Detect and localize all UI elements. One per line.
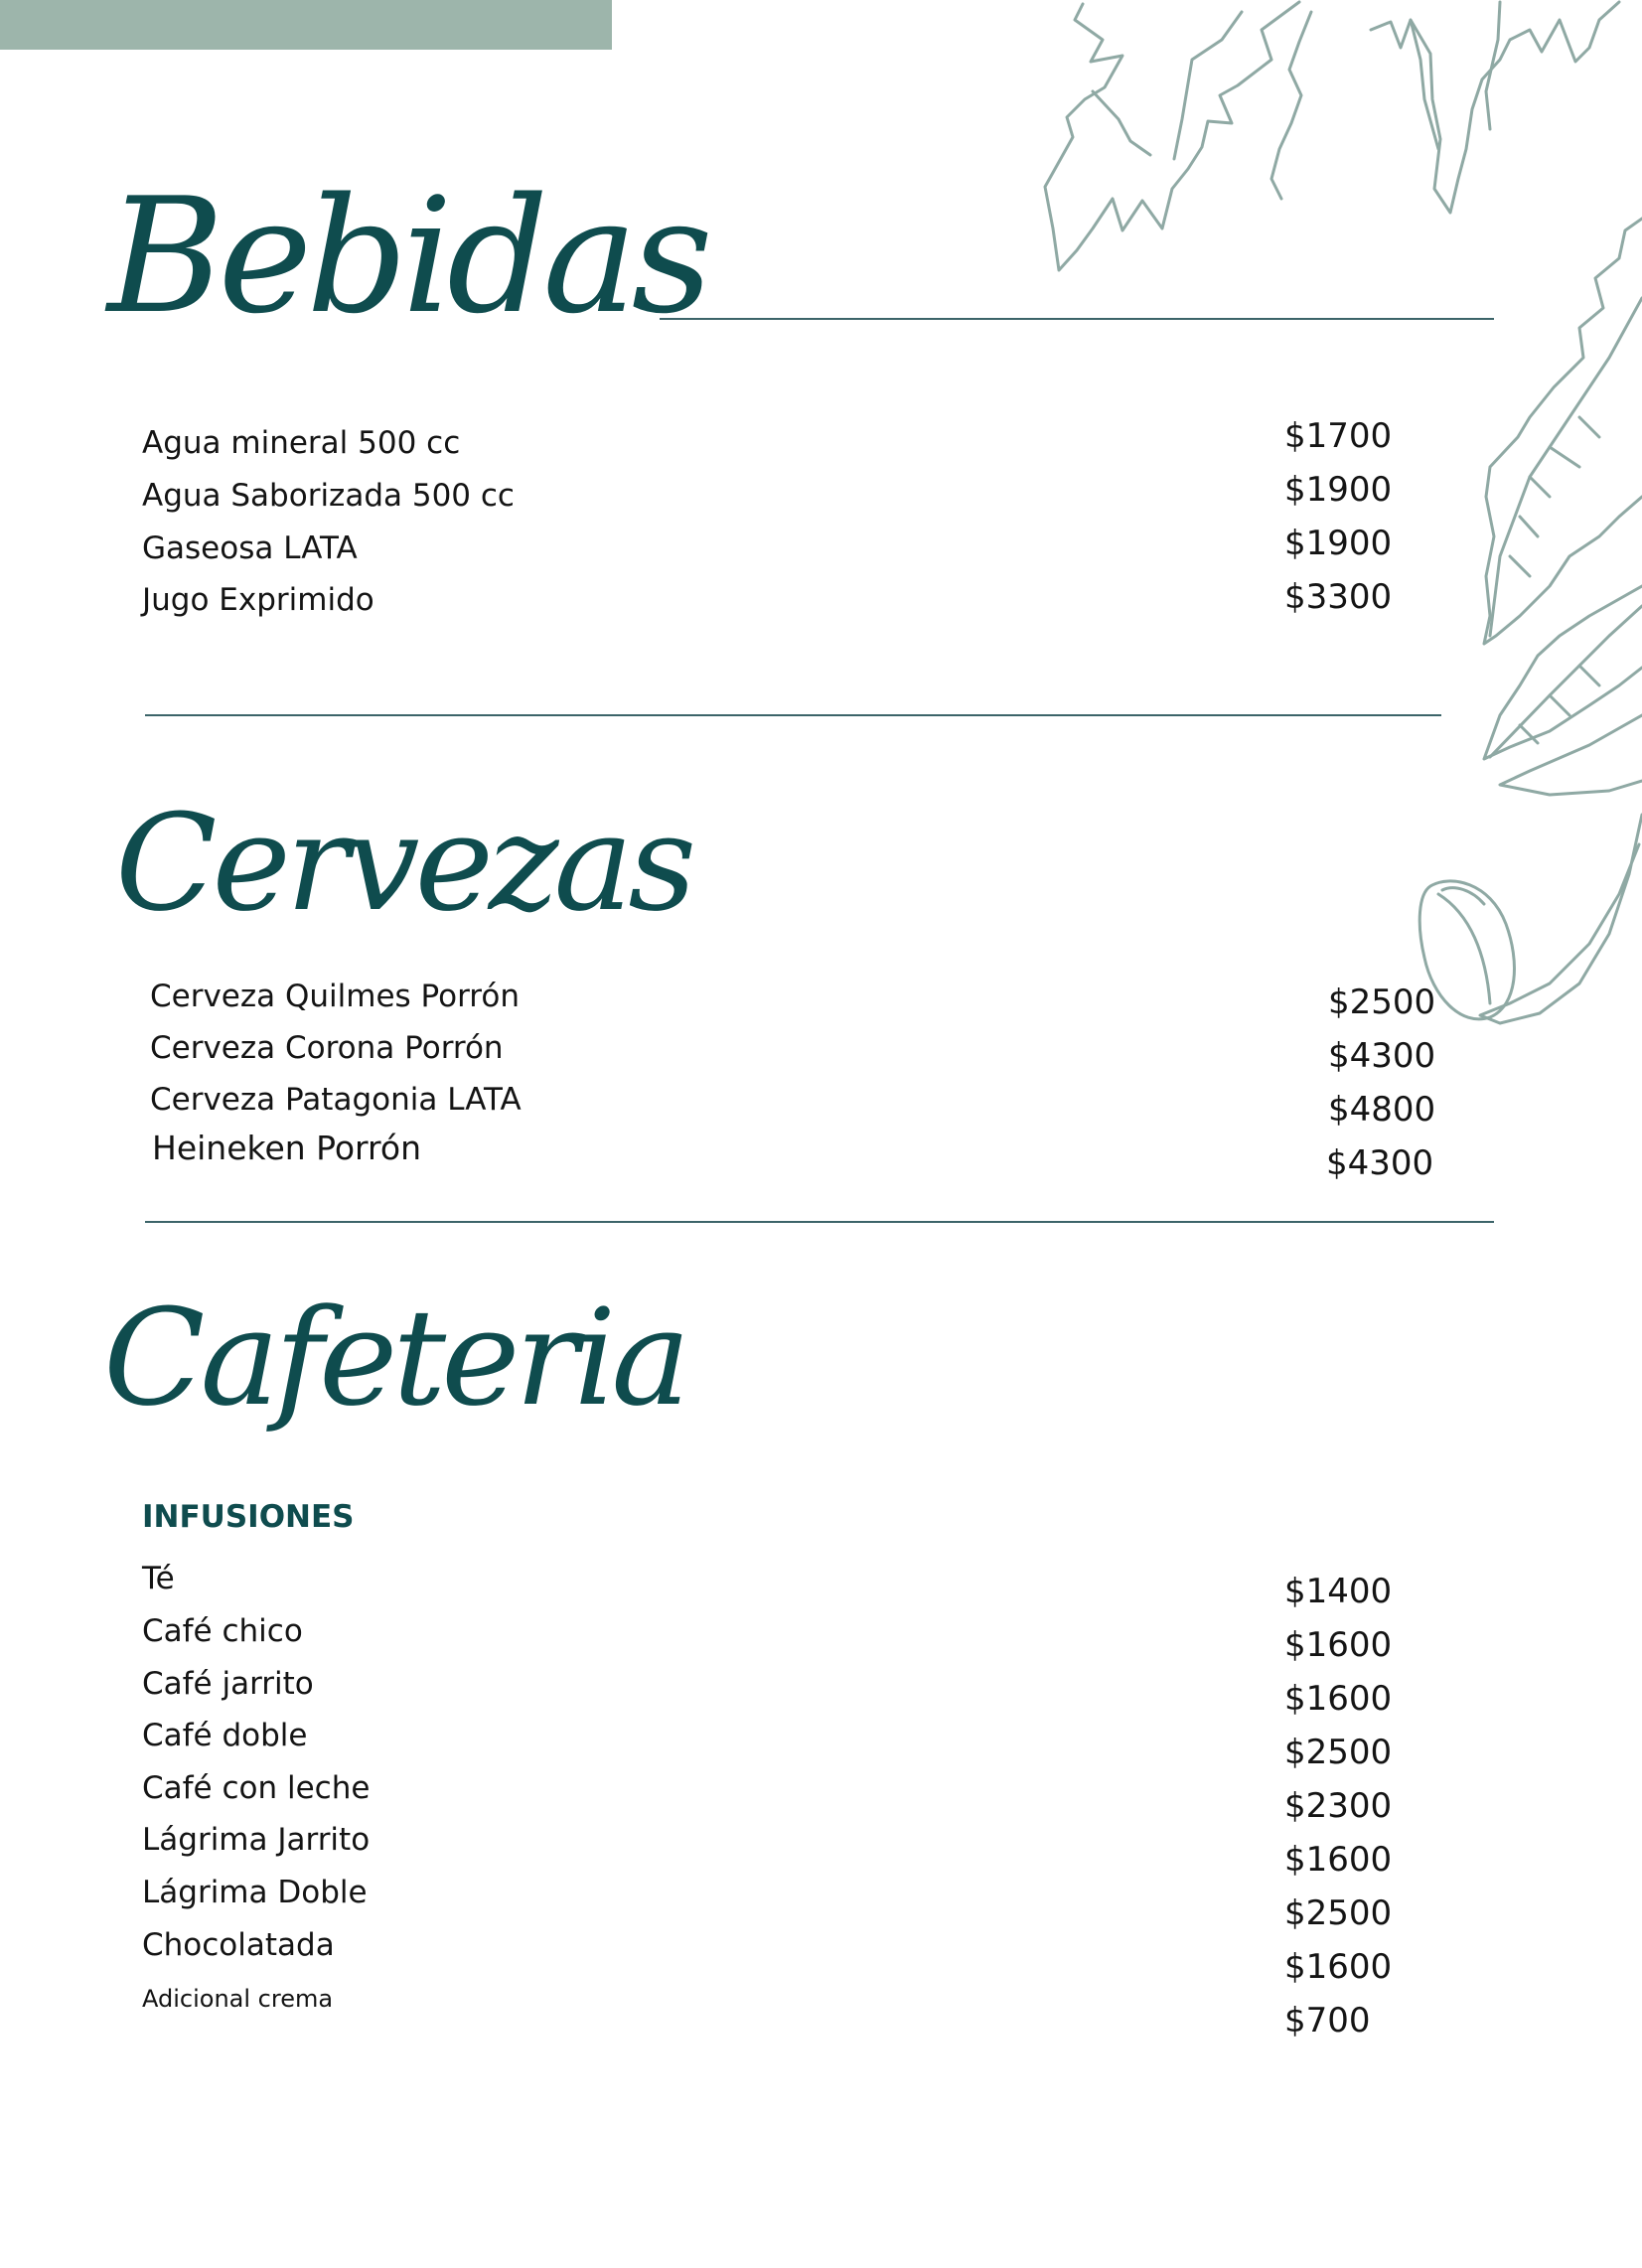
menu-item-name: Adicional crema [142, 1985, 334, 2013]
menu-item-name: Té [142, 1561, 175, 1596]
menu-item-name: Café chico [142, 1613, 303, 1649]
menu-item-price: $700 [1284, 2001, 1371, 2041]
menu-item-name: Heineken Porrón [152, 1129, 421, 1167]
menu-item-price: $2500 [1328, 983, 1436, 1022]
menu-item-price: $1400 [1284, 1572, 1393, 1611]
section-divider [145, 1221, 1494, 1223]
menu-item-name: Gaseosa LATA [142, 530, 358, 566]
menu-item-price: $4300 [1328, 1036, 1436, 1076]
menu-item-price: $1600 [1284, 1840, 1393, 1880]
menu-item-price: $1900 [1284, 524, 1393, 563]
section-title-divider [660, 318, 1494, 320]
section-title-cervezas: Cervezas [115, 786, 692, 941]
menu-item-name: Jugo Exprimido [142, 582, 374, 618]
section-title-bebidas: Bebidas [107, 163, 707, 349]
menu-item-name: Agua Saborizada 500 cc [142, 478, 515, 514]
menu-item-name: Café doble [142, 1718, 308, 1753]
menu-item-name: Chocolatada [142, 1927, 335, 1963]
top-accent-bar [0, 0, 612, 50]
menu-item-price: $2500 [1284, 1733, 1393, 1772]
subheading-infusiones: INFUSIONES [142, 1499, 355, 1535]
menu-item-name: Cerveza Patagonia LATA [150, 1082, 522, 1118]
menu-item-price: $1900 [1284, 470, 1393, 510]
menu-item-price: $1600 [1284, 1679, 1393, 1719]
menu-item-name: Agua mineral 500 cc [142, 425, 461, 461]
menu-item-name: Café con leche [142, 1770, 371, 1806]
menu-item-price: $3300 [1284, 577, 1393, 617]
menu-item-price: $4800 [1328, 1090, 1436, 1130]
menu-item-name: Café jarrito [142, 1666, 314, 1702]
menu-item-price: $1700 [1284, 416, 1393, 456]
menu-item-name: Cerveza Corona Porrón [150, 1030, 504, 1066]
menu-item-price: $4300 [1326, 1143, 1434, 1183]
menu-item-name: Cerveza Quilmes Porrón [150, 979, 520, 1014]
menu-item-name: Lágrima Doble [142, 1875, 368, 1910]
menu-item-price: $2300 [1284, 1786, 1393, 1826]
menu-item-price: $2500 [1284, 1893, 1393, 1933]
menu-item-name: Lágrima Jarrito [142, 1822, 371, 1858]
section-divider [145, 714, 1441, 716]
menu-item-price: $1600 [1284, 1625, 1393, 1665]
section-title-cafeteria: Cafeteria [103, 1281, 686, 1436]
menu-item-price: $1600 [1284, 1947, 1393, 1987]
